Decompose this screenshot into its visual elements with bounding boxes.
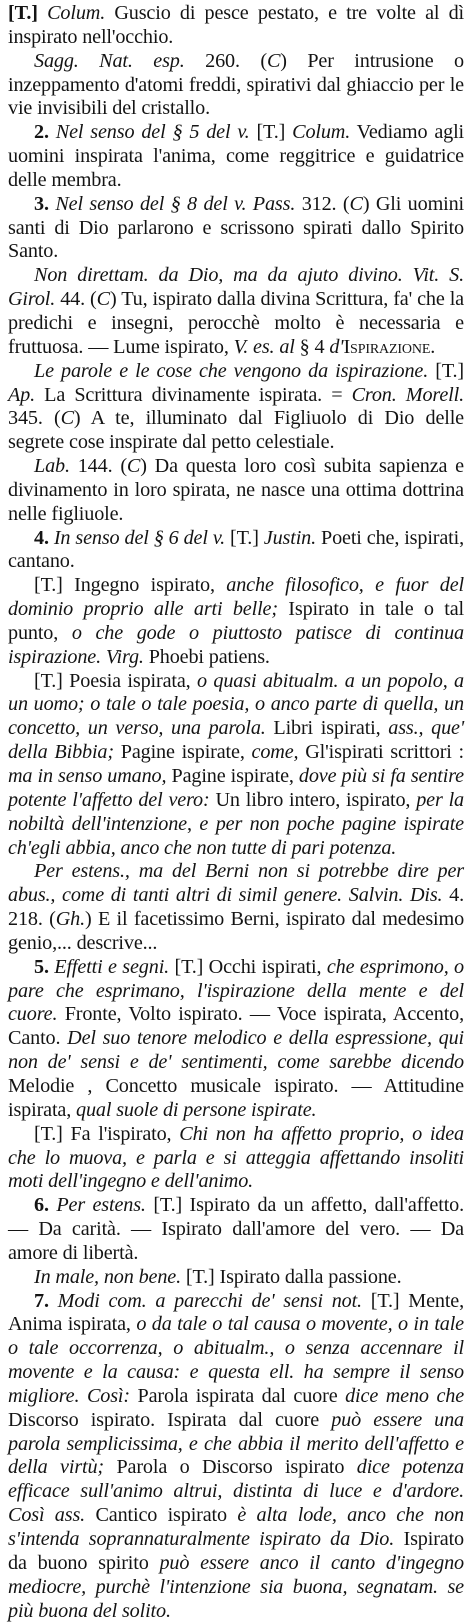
section-number: 7.	[34, 1289, 49, 1312]
italic-text: d'	[329, 335, 344, 358]
entry-paragraph	[8, 455, 464, 527]
body-text: La Scrittura divinamente ispirata. =	[35, 383, 352, 406]
body-text: Libri ispirati,	[265, 717, 389, 740]
italic-text: Non direttam. da Dio, ma da ajuto divino. Vit. S. Girol.	[8, 264, 464, 311]
body-text: ) Gli uomini santi di Dio parlarono e scrissono spirati dallo Spirito Santo.	[8, 192, 464, 263]
italic-text: dove più si fa sentire potente l'affetto del vero:	[8, 765, 464, 811]
italic-text: C	[60, 407, 74, 430]
body-text: [T.]	[249, 121, 293, 144]
italic-text: può essere una parola semplicissima, e che abbia il merito dell'affetto e della virtù;	[8, 1408, 464, 1479]
italic-text: dice meno che	[345, 1384, 465, 1407]
italic-text: qual suole di persone ispirate.	[76, 1098, 317, 1121]
body-text: ,	[186, 812, 200, 835]
italic-text: In senso del § 6 del v.	[53, 526, 226, 549]
italic-text: Del suo tenore melodico e della espressione, qui non de' sensi e de' sentimenti, come sarebbe dicendo	[8, 1027, 464, 1074]
italic-text: C	[349, 192, 363, 215]
entry-paragraph	[8, 121, 464, 193]
body-text	[49, 1290, 58, 1312]
italic-text: C	[266, 49, 281, 72]
body-text: 4. 218. (	[8, 884, 464, 931]
italic-text: Le parole e le cose che vengono da ispirazione.	[34, 359, 429, 382]
entry-paragraph	[8, 1266, 464, 1290]
body-text: Fronte, Volto ispirato. — Voce ispirata, Accento, Canto.	[8, 1003, 464, 1050]
entry-paragraph	[8, 264, 464, 359]
body-text: [T.] Poesia ispirata,	[34, 669, 198, 692]
italic-text: Per estens.	[56, 1194, 146, 1217]
italic-text: e per non poche pagine ispirate ch'egli abbia, anco che non tutte di pari potenza.	[8, 812, 464, 859]
body-text: ) Per intrusione o inzeppamento d'atomi freddi, spirativi dal ghiaccio per le vie invisibili del cristallo.	[8, 49, 464, 120]
body-text: Vediamo agli uomini inspirata l'anima, come reggitrice e guidatrice delle membra.	[8, 121, 464, 191]
body-text: Cantico ispirato	[85, 1504, 238, 1527]
section-number: 4.	[34, 526, 49, 549]
italic-text: Ap.	[8, 383, 36, 406]
section-number: 6.	[34, 1194, 49, 1217]
body-text: Phoebi patiens.	[143, 645, 270, 668]
entry-paragraph	[8, 50, 464, 122]
entry-paragraph	[8, 527, 464, 575]
body-text: 345. (	[8, 407, 61, 430]
entry-paragraph	[8, 360, 464, 455]
section-number: 5.	[34, 955, 49, 978]
body-text: Pagine ispirate,	[113, 741, 252, 764]
body-text: § 4	[294, 335, 330, 358]
entry-paragraph	[8, 2, 464, 50]
italic-text: C	[96, 288, 110, 311]
entry-paragraph	[8, 1194, 464, 1266]
body-text	[49, 121, 56, 143]
body-text: [T.]	[225, 526, 264, 549]
body-text: [T.] Occhi ispirati,	[169, 955, 327, 978]
body-text: Gl'ispirati scrittori :	[298, 741, 464, 764]
italic-text: o da tale o tal causa o movente, o in tale o tale occorrenza, o abitualm., o senza accennare il movente e la causa: e questa ell. ha sempre il senso migliore. Così:	[8, 1313, 464, 1407]
italic-text: anche filosofico, e fuor del dominio proprio alle arti belle;	[8, 574, 464, 621]
italic-text: come,	[251, 741, 299, 764]
body-text: [T.] Ingegno ispirato,	[34, 574, 227, 597]
body-text: Ispirato in tale o tal punto,	[8, 598, 464, 644]
italic-text: dice potenza efficace sull'animo altrui, distinta di luce e d'ardore.	[8, 1456, 464, 1503]
body-text: Melodie , Concetto musicale ispirato. — Attitudine ispirata,	[8, 1074, 464, 1121]
italic-text: Lab.	[34, 455, 70, 478]
body-text: Pagine ispirate,	[166, 765, 299, 787]
body-text: ) Tu, ispirato dalla divina Scrittura, fa' che la predichi e insegni, perocchè molto è necessaria e fruttuosa. — Lume ispirato,	[8, 288, 464, 358]
body-text: ) E il facetissimo Berni, ispirato dal medesimo genio,... descrive...	[8, 908, 465, 954]
entry-paragraph	[8, 574, 464, 669]
italic-text: per la nobiltà dell'intenzione	[8, 788, 464, 835]
italic-text: Colum.	[292, 121, 351, 144]
italic-text: è alta lode, anco che non s'intenda soprannaturalmente ispirato da Dio.	[8, 1504, 464, 1550]
body-text: ) Da questa loro così subita sapienza e divinamento in loro spirata, ne nasce una ottima dottrina nelle figliuole.	[8, 455, 464, 525]
entry-paragraph	[8, 860, 464, 955]
italic-text: o quasi abitualm. a un popolo, a un uomo;	[8, 669, 464, 716]
italic-text: Colum.	[47, 2, 106, 24]
italic-text: C	[126, 455, 141, 478]
body-text: 44. (	[55, 288, 97, 311]
italic-text: può essere anco il canto d'ingegno mediocre, purchè l'intenzione sia buona, segnatam. se più buona del solito.	[8, 1551, 464, 1622]
body-text: 144. (	[69, 455, 127, 478]
body-text: Discorso ispirato. Ispirata dal cuore	[8, 1408, 332, 1431]
body-text: .	[430, 335, 436, 358]
italic-text: Chi non ha affetto proprio, o idea che lo muova, e parla e si atteggia affettando insoliti moti dell'ingegno e dell'animo.	[8, 1122, 464, 1193]
body-text: Un libro intero, ispirato,	[209, 788, 417, 811]
body-text: Poeti che, ispirati, cantano.	[8, 526, 464, 573]
body-text: Ispirato da buono spirito	[8, 1528, 464, 1574]
section-number: 2.	[34, 121, 49, 144]
italic-text: ass., que' della Bibbia;	[8, 717, 464, 764]
italic-text: Così ass.	[8, 1504, 86, 1527]
italic-text: o che gode o piuttosto patisce di continua ispirazione. Virg.	[8, 621, 465, 668]
body-text: ) A te, illuminato dal Figliuolo di Dio delle segrete cose inspirate dal petto celestiale.	[8, 407, 464, 454]
body-text: 260. (	[184, 49, 267, 72]
body-text: Parola o Discorso ispirato	[104, 1456, 357, 1479]
section-number: [T.]	[8, 2, 48, 24]
italic-text: Nel senso del § 8 del v. Pass.	[55, 192, 296, 215]
italic-text: ma in senso umano,	[8, 765, 167, 787]
italic-text: Gh.	[55, 908, 85, 931]
entry-paragraph	[8, 956, 464, 1123]
italic-text: Sagg. Nat. esp.	[34, 49, 185, 72]
body-text: [T.] Ispirato dalla passione.	[180, 1265, 402, 1288]
body-text: [T.]	[428, 359, 464, 382]
body-text: [T.] Ispirato da un affetto, dall'affetto. — Da carità. — Ispirato dall'amore del vero. — Da amore di libertà.	[8, 1194, 464, 1264]
entry-paragraph	[8, 670, 464, 861]
italic-text: o tale o tale poesia, o anco parte di quella, un concetto, un verso, una parola.	[8, 693, 464, 740]
italic-text: Nel senso del § 5 del v.	[55, 121, 250, 144]
italic-text: In male, non bene.	[34, 1265, 181, 1288]
italic-text: Justin.	[263, 526, 316, 549]
italic-text: V. es. al	[233, 335, 295, 358]
italic-text: che esprimono, o pare che esprimano, l'ispirazione della mente e del cuore.	[8, 955, 465, 1026]
body-text: Parola ispirata dal cuore	[129, 1384, 346, 1407]
body-text: Guscio di pesce pestato, e tre volte al dì inspirato nell'occhio.	[8, 2, 464, 48]
entry-paragraph	[8, 1290, 464, 1623]
italic-text: Per estens., ma del Berni non si potrebbe dire per abus., come di tanti altri di simil genere. Salvin. Dis.	[8, 860, 464, 907]
italic-text: Effetti e segni.	[54, 955, 170, 978]
section-number: 3.	[34, 192, 49, 215]
italic-text: Cron. Morell.	[351, 383, 464, 406]
small-caps-reference: Ispirazione	[343, 335, 431, 358]
entry-paragraph	[8, 193, 464, 265]
entry-paragraph	[8, 1123, 464, 1195]
body-text: [T.] Fa l'ispirato,	[34, 1122, 180, 1145]
body-text: 312. (	[295, 192, 350, 215]
body-text: [T.] Mente, Anima ispirata,	[8, 1289, 464, 1336]
italic-text: Modi com. a parecchi de' sensi not.	[57, 1289, 362, 1312]
